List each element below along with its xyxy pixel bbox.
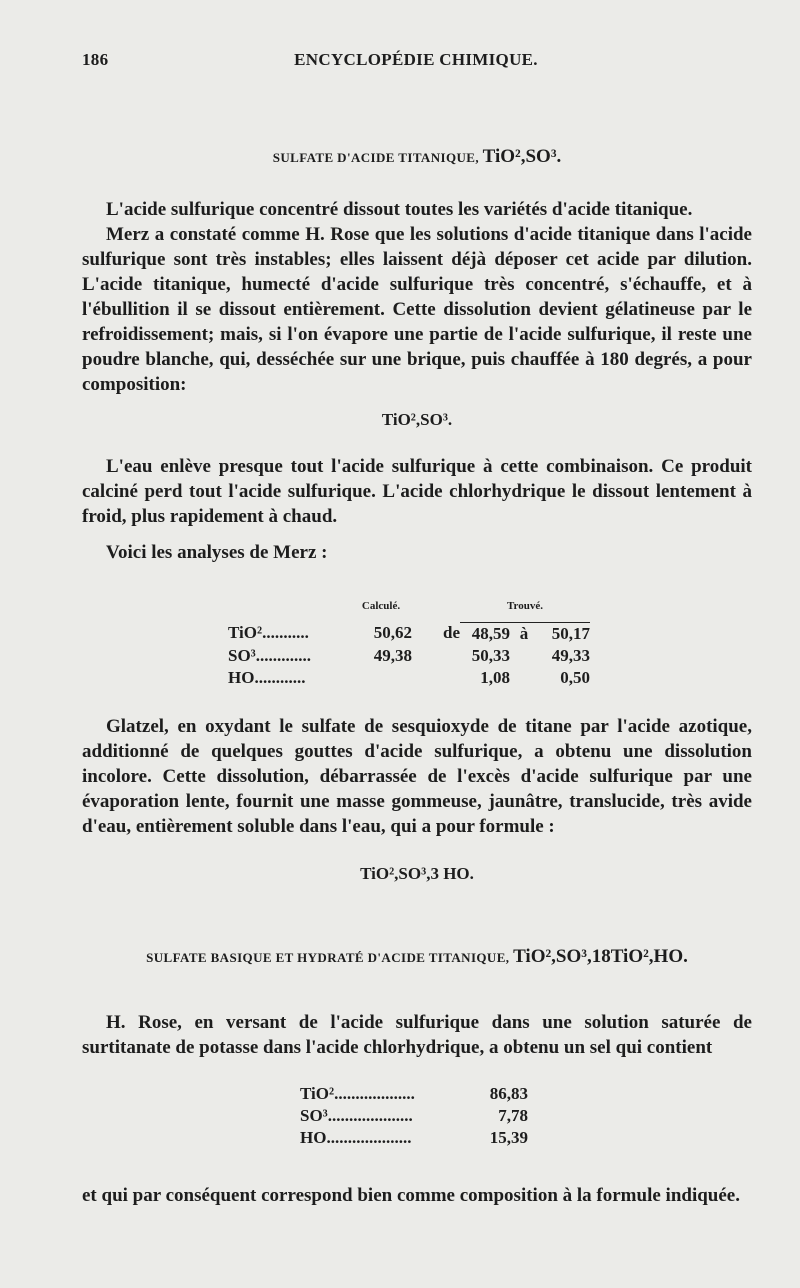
running-title: ENCYCLOPÉDIE CHIMIQUE. xyxy=(294,50,538,69)
table-row: HO.................... 15,39 xyxy=(300,1128,528,1147)
table-row: HO............ 1,08 0,50 xyxy=(228,667,590,687)
table-row: SO³.................... 7,78 xyxy=(300,1106,528,1125)
section-title-basic-sulfate xyxy=(82,946,752,968)
paragraph-3 xyxy=(82,454,752,529)
analysis-header-row xyxy=(228,596,590,616)
paragraph-2 xyxy=(82,222,752,397)
section-title-formula: TiO²,SO³,18TiO²,HO. xyxy=(513,946,688,967)
paragraph-text: Voici les analyses de Merz : xyxy=(106,542,328,563)
section-title-formula: TiO²,SO³. xyxy=(482,146,562,167)
formula-line-2: TiO²,SO³,3 HO. xyxy=(360,864,474,883)
page-header xyxy=(82,50,750,74)
page-number: 186 xyxy=(82,50,109,69)
paragraph-1 xyxy=(82,197,752,222)
paragraph-text: L'eau enlève presque tout l'acide sulfurique à cette combinaison. Ce produit calciné perd tout l'acide sulfurique. L'acide chlorhydrique le dissout lentement à froid, plus rapidement à chaud. xyxy=(82,456,752,527)
paragraph-7 xyxy=(82,1183,752,1208)
table-row: TiO²................... 86,83 xyxy=(300,1084,528,1103)
header-calcule: Calculé. xyxy=(361,600,401,612)
paragraph-text: L'acide sulfurique concentré dissout toutes les variétés d'acide titanique. xyxy=(106,199,693,220)
paragraph-6 xyxy=(82,1010,752,1060)
table-row: TiO²........... 50,62 de 48,59 à 50,17 xyxy=(228,623,590,643)
section-title-text: SULFATE D'ACIDE TITANIQUE, xyxy=(272,150,479,165)
table-row: SO³............. 49,38 50,33 49,33 xyxy=(228,645,590,665)
section-title-sulfate xyxy=(82,146,752,168)
header-trouve: Trouvé. xyxy=(507,600,543,612)
paragraph-text: et qui par conséquent correspond bien comme composition à la formule indiquée. xyxy=(82,1185,740,1206)
paragraph-5 xyxy=(82,714,752,839)
formula-line-1: TiO²,SO³. xyxy=(381,410,453,429)
paragraph-4 xyxy=(82,540,752,565)
section-title-text: SULFATE BASIQUE ET HYDRATÉ D'ACIDE TITANIQUE, xyxy=(146,950,510,965)
paragraph-text: Merz a constaté comme H. Rose que les solutions d'acide titanique dans l'acide sulfurique sont très instables; elles laissent déjà déposer cet acide par dilution. L'acide titanique, humecté d'acide sulfurique très concentré, s'échauffe, et à l'ébullition il se dissout entièrement. Cette dissolution devient gélatineuse par le refroidissement; mais, si l'on évapore une partie de l'acide sulfurique, il reste une poudre blanche, qui, desséchée sur une brique, puis chauffée à 180 degrés, a pour composition: xyxy=(82,224,752,395)
paragraph-text: H. Rose, en versant de l'acide sulfurique dans une solution saturée de surtitanate de potasse dans l'acide chlorhydrique, a obtenu un sel qui contient xyxy=(82,1012,752,1058)
composition-table xyxy=(300,1083,528,1149)
paragraph-text: Glatzel, en oxydant le sulfate de sesquioxyde de titane par l'acide azotique, additionné de quelques gouttes d'acide sulfurique, a obtenu une dissolution incolore. Cette dissolution, débarrassée de l'excès d'acide sulfurique par une évaporation lente, fournit une masse gommeuse, jaunâtre, translucide, très avide d'eau, entièrement soluble dans l'eau, qui a pour formule : xyxy=(82,716,752,837)
analysis-table xyxy=(228,596,590,689)
